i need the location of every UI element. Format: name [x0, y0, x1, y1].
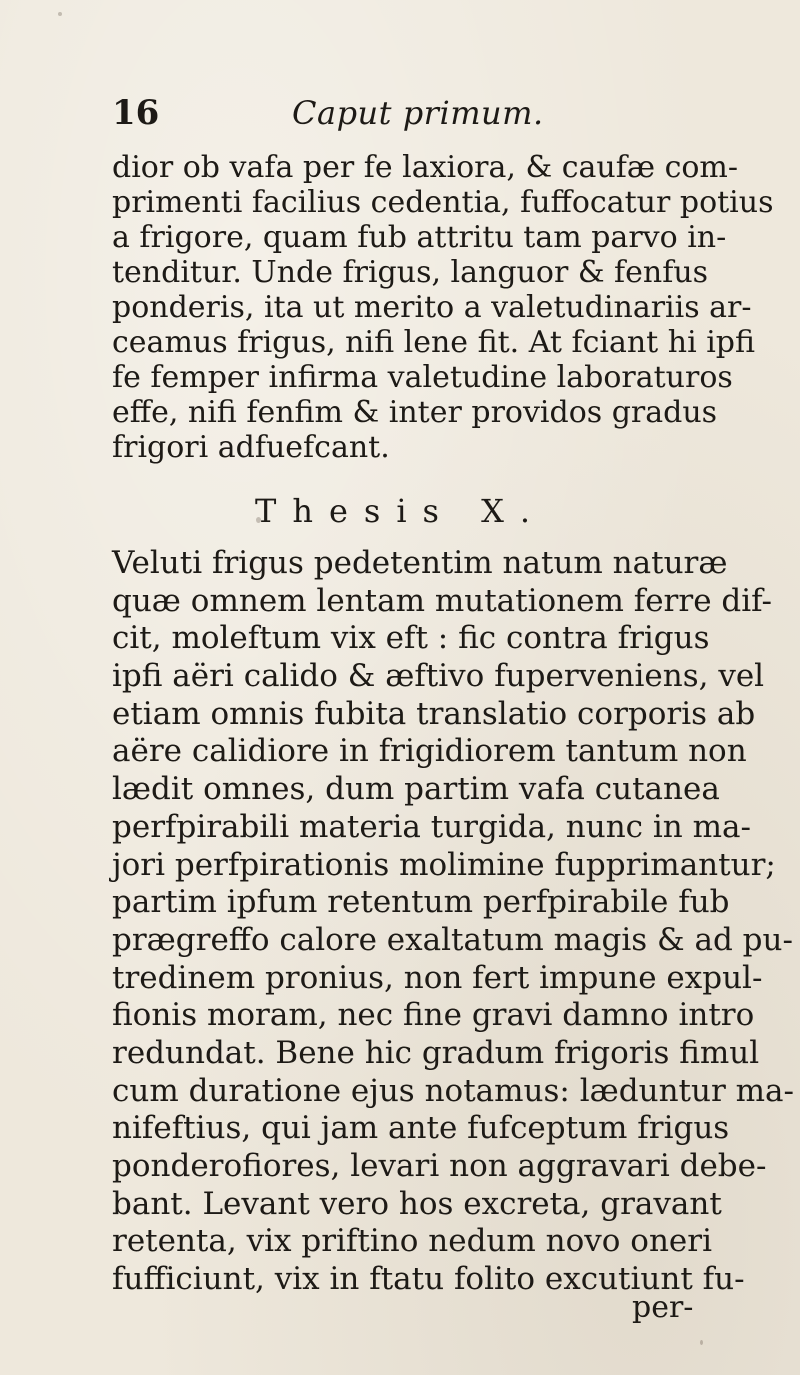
text-line: perfpirabili materia turgida, nunc in ma-: [112, 808, 751, 845]
text-line: bant. Levant vero hos excreta, gravant: [112, 1185, 722, 1222]
text-line: quæ omnem lentam mutationem ferre dif-: [112, 582, 772, 619]
text-line: effe, nifi fenfim & inter providos gradus: [112, 395, 718, 430]
page-number: 16: [112, 93, 160, 133]
text-line: ponderofiores, levari non aggravari debe-: [112, 1148, 767, 1184]
paper-speck: [58, 12, 62, 16]
text-line: cum duratione ejus notamus: læduntur ma-: [112, 1072, 794, 1109]
section-heading: Thesis X.: [255, 492, 547, 530]
paper-speck: [256, 517, 261, 523]
paper-speck: [700, 1340, 703, 1345]
text-line: nifeftius, qui jam ante fufceptum frigus: [112, 1110, 730, 1147]
text-line: ipfi aëri calido & æftivo fuperveniens, vel: [112, 658, 765, 695]
text-line: prægreffo calore exaltatum magis & ad pu-: [112, 921, 793, 958]
text-line: a frigore, quam fub attritu tam parvo in-: [112, 220, 727, 255]
text-line: cit, moleftum vix eft : fic contra frigus: [112, 620, 710, 657]
text-line: frigori adfuefcant.: [112, 430, 390, 465]
paragraph-2: [112, 545, 794, 1299]
text-line: aëre calidiore in frigidiorem tantum non: [112, 733, 747, 770]
text-line: tenditur. Unde frigus, languor & fenfus: [112, 255, 709, 290]
running-title: Caput primum.: [292, 94, 544, 132]
text-line: jori perfpirationis molimine fupprimantur;: [112, 846, 776, 883]
text-line: tredinem pronius, non fert impune expul-: [112, 959, 763, 996]
text-line: lædit omnes, dum partim vafa cutanea: [112, 771, 720, 808]
text-line: partim ipfum retentum perfpirabile fub: [112, 884, 730, 921]
text-line: redundat. Bene hic gradum frigoris fimul: [112, 1034, 760, 1071]
text-line: primenti facilius cedentia, fuffocatur potius: [112, 185, 774, 220]
paragraph-1: [112, 150, 774, 465]
text-line: fe femper infirma valetudine laboraturos: [112, 360, 733, 395]
text-line: fionis moram, nec fine gravi damno intro: [112, 997, 755, 1034]
text-line: etiam omnis fubita translatio corporis ab: [112, 695, 756, 732]
text-line: ponderis, ita ut merito a valetudinariis ar-: [112, 290, 752, 325]
text-line: dior ob vafa per fe laxiora, & caufæ com-: [112, 150, 739, 185]
catchword: per-: [632, 1290, 694, 1325]
running-head: [112, 92, 712, 134]
text-line: Veluti frigus pedetentim natum naturæ: [112, 545, 728, 581]
text-line: fufficiunt, vix in ftatu folito excutiunt fu-: [112, 1261, 745, 1298]
text-line: ceamus frigus, nifi lene fit. At fciant hi ipfi: [112, 325, 756, 360]
text-line: retenta, vix priftino nedum novo oneri: [112, 1223, 712, 1260]
